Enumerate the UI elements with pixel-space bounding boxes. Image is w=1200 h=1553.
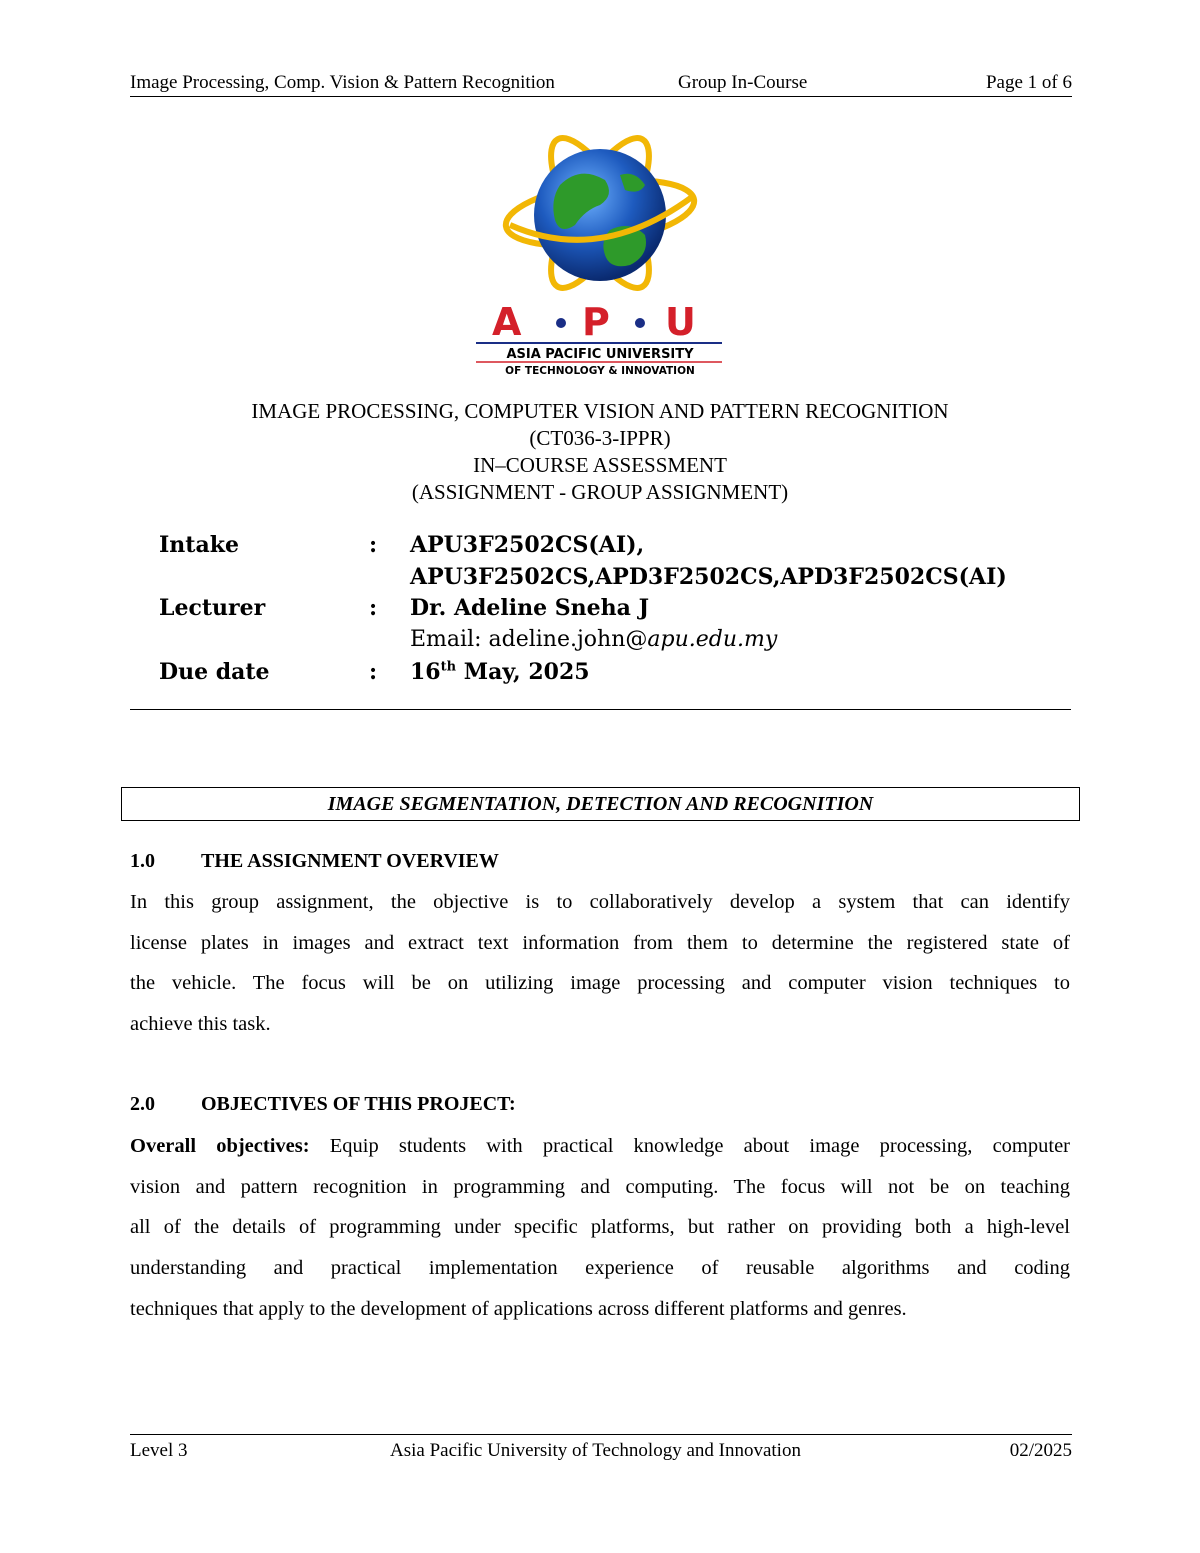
paragraph-line: vision and pattern recognition in programming and computing. The focus will not be on teaching [130, 1175, 1070, 1198]
section-1-heading [130, 850, 499, 873]
email-prefix: Email: adeline.john@ [410, 627, 648, 652]
overall-objectives-text: Equip students with practical knowledge about image processing, computer [309, 1135, 1071, 1157]
footer-date: 02/2025 [1009, 1440, 1072, 1461]
paragraph-line: all of the details of programming under specific platforms, but rather on providing both a high-level [130, 1216, 1070, 1239]
module-title: IMAGE PROCESSING, COMPUTER VISION AND PATTERN RECOGNITION [251, 399, 949, 423]
paragraph-line: the vehicle. The focus will be on utilizing image processing and computer vision techniques to [130, 972, 1070, 995]
lecturer-email [410, 627, 777, 652]
logo-university-name: ASIA PACIFIC UNIVERSITY [506, 347, 694, 362]
assignment-title-block [130, 398, 1070, 506]
paragraph-line: license plates in images and extract text information from them to determine the registered state of [130, 931, 1070, 954]
due-date-separator: : [369, 659, 378, 685]
lecturer-name: Dr. Adeline Sneha J [410, 595, 649, 621]
paragraph-line: techniques that apply to the development of applications across different platforms and genres. [130, 1297, 907, 1320]
logo-university-subtitle: OF TECHNOLOGY & INNOVATION [505, 365, 695, 377]
paragraph-line: In this group assignment, the objective is to collaboratively develop a system that can identify [130, 891, 1070, 913]
logo-letter-a: A [492, 300, 522, 344]
page-header [130, 70, 1072, 97]
footer-university: Asia Pacific University of Technology and Innovation [390, 1440, 801, 1461]
email-domain: apu.edu.my [647, 627, 778, 652]
intake-value-cont: APU3F2502CS,APD3F2502CS,APD3F2502CS(AI) [410, 564, 1007, 590]
due-day: 16 [410, 659, 441, 685]
section-2-title: OBJECTIVES OF THIS PROJECT: [201, 1093, 516, 1115]
lecturer-separator: : [369, 595, 378, 621]
paragraph-line: understanding and practical implementation experience of reusable algorithms and coding [130, 1257, 1070, 1280]
footer-level: Level 3 [130, 1440, 188, 1461]
header-assessment-type: Group In-Course [678, 72, 808, 93]
section-1-number: 1.0 [130, 850, 155, 872]
due-month-year: May, 2025 [456, 659, 590, 685]
logo-letter-p: P [582, 300, 610, 344]
assessment-type: IN–COURSE ASSESSMENT [473, 453, 727, 477]
intake-label: Intake [159, 532, 239, 558]
due-day-suffix: th [440, 659, 457, 675]
due-date-label: Due date [159, 659, 270, 685]
apu-logo-graphic [470, 135, 730, 380]
page-footer [130, 1434, 1072, 1461]
section-2-heading [130, 1093, 516, 1116]
section-1-paragraph [130, 882, 1070, 1045]
overall-objectives-label: Overall objectives: [130, 1135, 310, 1157]
assignment-type: (ASSIGNMENT - GROUP ASSIGNMENT) [411, 480, 789, 504]
header-page-number: Page 1 of 6 [985, 72, 1072, 93]
assignment-topic-box: IMAGE SEGMENTATION, DETECTION AND RECOGNITION [121, 787, 1080, 821]
paragraph-line [130, 1126, 1070, 1167]
section-2-number: 2.0 [130, 1093, 155, 1115]
section-1-title: THE ASSIGNMENT OVERVIEW [201, 850, 499, 872]
apu-logo [470, 135, 730, 380]
section-2-paragraph [130, 1126, 1070, 1329]
header-course-title: Image Processing, Comp. Vision & Pattern Recognition [130, 72, 555, 93]
logo-letter-u: U [665, 300, 696, 344]
intake-separator: : [369, 532, 378, 558]
module-code: (CT036-3-IPPR) [529, 426, 671, 450]
section-divider [130, 709, 1071, 710]
paragraph-line: achieve this task. [130, 1013, 271, 1036]
intake-value: APU3F2502CS(AI), [410, 532, 645, 558]
due-date-value [410, 659, 590, 685]
lecturer-label: Lecturer [159, 595, 266, 621]
